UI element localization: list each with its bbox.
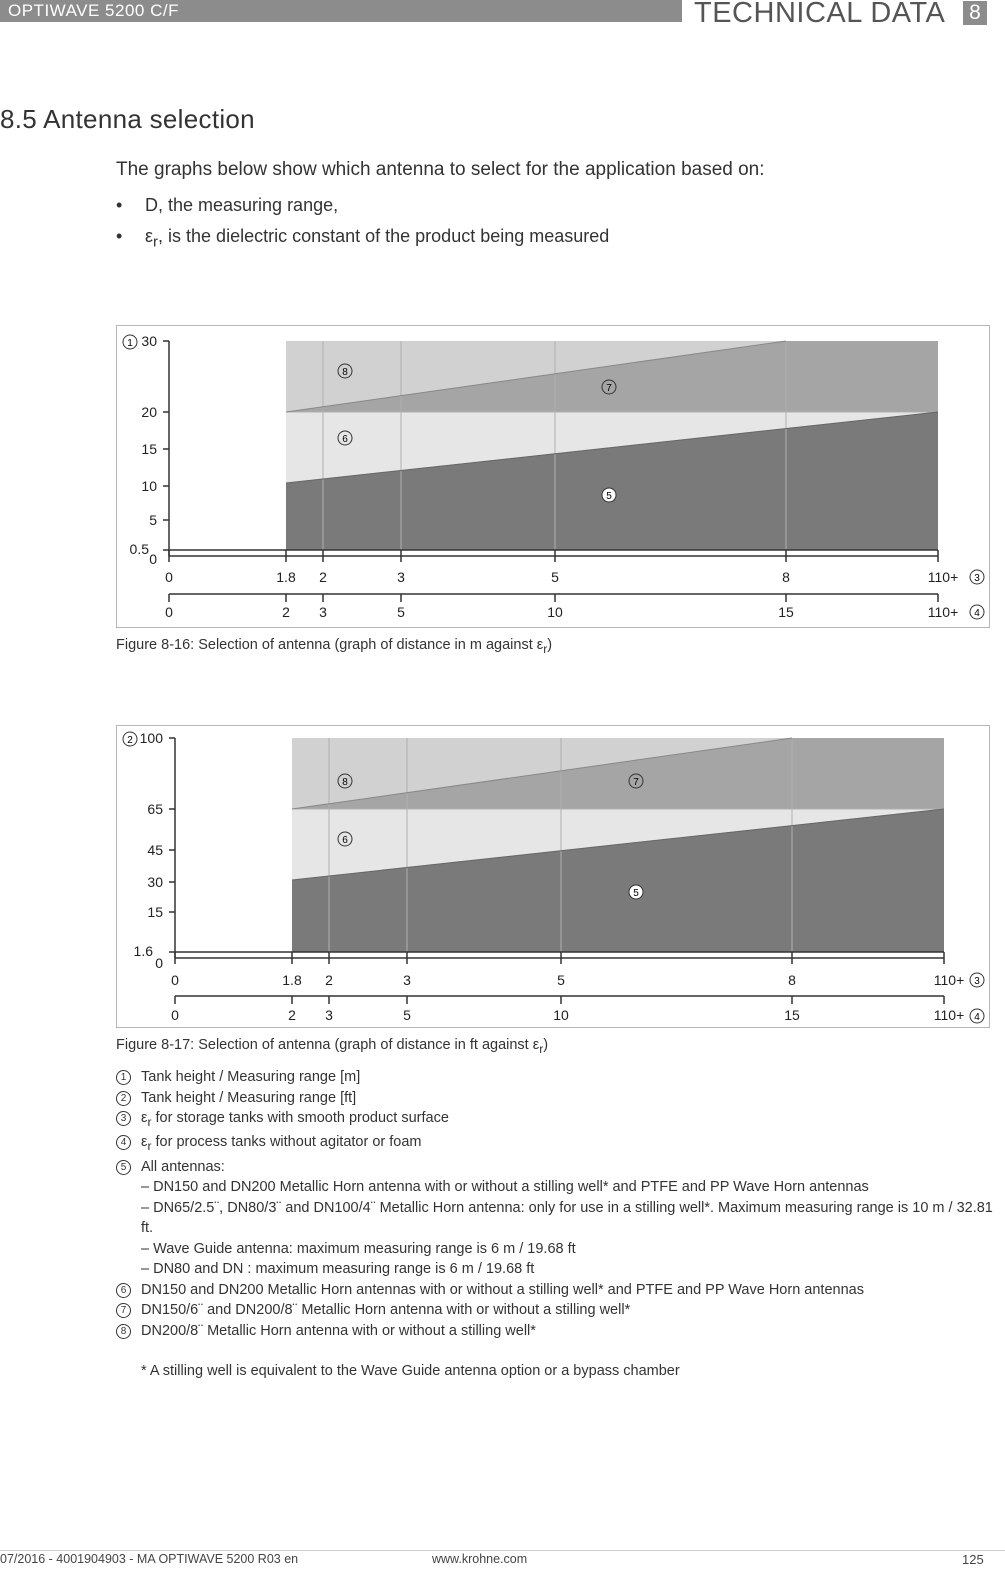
footnote: * A stilling well is equivalent to the Wave Guide antenna option or a bypass chamber xyxy=(141,1363,680,1380)
x-axis-storage xyxy=(175,952,944,964)
x-tick-label: 3 xyxy=(403,972,411,988)
epsilon-subscript: r xyxy=(153,233,159,251)
legend-text: for process tanks without agitator or foam xyxy=(151,1134,422,1151)
legend-text: for storage tanks with smooth product surface xyxy=(151,1110,449,1126)
x-tick-label: 0 xyxy=(171,972,179,988)
region-7-label: 7 xyxy=(606,383,612,394)
x-tick-label: 2 xyxy=(282,604,290,620)
x-tick-label: 10 xyxy=(547,604,563,620)
x-tick-label: 110+ xyxy=(927,569,959,585)
epsilon-symbol: ε xyxy=(536,637,544,653)
epsilon-symbol: ε xyxy=(141,1110,148,1126)
y-tick-label: 100 xyxy=(139,730,163,746)
section-title: 8.5 Antenna selection xyxy=(0,104,255,134)
legend-item xyxy=(116,1132,996,1156)
x-axis-process xyxy=(175,996,944,1004)
x-tick-label: 0 xyxy=(165,569,173,585)
legend-item xyxy=(116,1280,996,1301)
legend-item xyxy=(116,1300,996,1321)
antenna-chart-metric xyxy=(116,325,990,628)
y-tick-label: 0 xyxy=(155,955,163,971)
y-tick-label: 0 xyxy=(149,551,157,567)
x-tick-label: 3 xyxy=(325,1007,333,1023)
legend-detail: – DN65/2.5¨, DN80/3¨ and DN100/4¨ Metallic Horn antenna: only for use in a stilling well*. Maximum measuring range is 10 m / 32.81 ft. xyxy=(141,1199,993,1237)
x-tick-label: 5 xyxy=(557,972,565,988)
footer-website-link[interactable]: www.krohne.com xyxy=(432,1552,528,1566)
x-tick-label: 15 xyxy=(778,604,794,620)
y-axis xyxy=(169,738,175,958)
x-tick-label: 10 xyxy=(553,1007,569,1023)
y-tick-label: 45 xyxy=(147,842,163,858)
caption-text-end: ) xyxy=(543,1037,549,1053)
bullet-dielectric xyxy=(116,226,609,251)
y-tick-label: 30 xyxy=(141,333,157,349)
region-6-label: 6 xyxy=(342,835,348,846)
legend-text: Tank height / Measuring range [ft] xyxy=(141,1089,357,1106)
marker-3-label: 3 xyxy=(974,976,980,987)
caption-text-end: ) xyxy=(547,637,553,653)
y-tick-label: 1.6 xyxy=(133,943,153,959)
marker-3-label: 3 xyxy=(974,573,980,584)
figure-legend xyxy=(116,1067,996,1382)
legend-text: Tank height / Measuring range [m] xyxy=(141,1069,361,1085)
legend-text: DN150 and DN200 Metallic Horn antennas with or without a stilling well* and PTFE and PP Wave Horn antennas xyxy=(141,1281,864,1298)
x-tick-label: 15 xyxy=(784,1007,800,1023)
epsilon-subscript: r xyxy=(147,1114,152,1129)
legend-item xyxy=(116,1108,996,1132)
bullet-marker: • xyxy=(116,195,123,215)
header-chapter-number: 8 xyxy=(963,1,987,25)
legend-detail: – DN150 and DN200 Metallic Horn antenna with or without a stilling well* and PTFE and PP Wave Horn antennas xyxy=(141,1179,869,1196)
marker-4-label: 4 xyxy=(974,1012,980,1023)
y-tick-label: 65 xyxy=(147,801,163,817)
legend-item xyxy=(116,1157,996,1178)
legend-number: 3 xyxy=(116,1111,131,1126)
x-axis-storage xyxy=(169,550,938,562)
x-axis-process xyxy=(169,594,938,602)
legend-item xyxy=(116,1321,996,1342)
region-8-label: 8 xyxy=(342,367,348,378)
footer-document-id: 07/2016 - 4001904903 - MA OPTIWAVE 5200 R03 en xyxy=(0,1552,299,1566)
x-tick-label: 8 xyxy=(788,972,796,988)
y-tick-label: 0.5 xyxy=(129,541,149,557)
bullet-marker: • xyxy=(116,226,123,246)
y-tick-label: 20 xyxy=(141,404,157,420)
intro-text: The graphs below show which antenna to select for the application based on: xyxy=(116,159,765,180)
legend-text: DN200/8¨ Metallic Horn antenna with or without a stilling well* xyxy=(141,1322,536,1339)
legend-number: 7 xyxy=(116,1303,131,1318)
epsilon-subscript: r xyxy=(147,1139,152,1154)
region-5-label: 5 xyxy=(633,888,639,899)
epsilon-symbol: ε xyxy=(145,226,154,246)
antenna-chart-imperial-svg xyxy=(117,726,991,1029)
y-tick-label: 15 xyxy=(147,904,163,920)
bullet-text: D, the measuring range, xyxy=(145,195,339,215)
marker-1-label: 1 xyxy=(127,338,133,349)
legend-text: All antennas: xyxy=(141,1158,225,1175)
x-tick-label: 1.8 xyxy=(282,972,302,988)
antenna-chart-metric-svg xyxy=(117,326,991,629)
figure-caption-metric xyxy=(116,637,552,656)
x-tick-label: 110+ xyxy=(933,1007,965,1023)
legend-item xyxy=(116,1088,996,1109)
y-tick-label: 15 xyxy=(141,441,157,457)
marker-4-label: 4 xyxy=(974,608,980,619)
antenna-chart-imperial xyxy=(116,725,990,1028)
x-tick-label: 2 xyxy=(319,569,327,585)
footer-divider xyxy=(0,1550,1005,1551)
bullet-text: , is the dielectric constant of the product being measured xyxy=(158,226,610,246)
legend-number: 2 xyxy=(116,1091,131,1106)
region-6-label: 6 xyxy=(342,434,348,445)
region-8-label: 8 xyxy=(342,777,348,788)
legend-number: 6 xyxy=(116,1283,131,1298)
y-axis xyxy=(163,341,169,556)
epsilon-symbol: ε xyxy=(532,1037,540,1053)
header-product-name: OPTIWAVE 5200 C/F xyxy=(8,1,179,20)
epsilon-subscript: r xyxy=(539,1041,544,1056)
x-tick-label: 3 xyxy=(397,569,405,585)
legend-item xyxy=(116,1067,996,1088)
legend-detail: – Wave Guide antenna: maximum measuring range is 6 m / 19.68 ft xyxy=(141,1240,576,1257)
x-tick-label: 5 xyxy=(397,604,405,620)
caption-text: Figure 8-16: Selection of antenna (graph of distance in m against xyxy=(116,637,537,653)
x-tick-label: 110+ xyxy=(933,972,965,988)
epsilon-subscript: r xyxy=(543,641,548,656)
x-tick-label: 1.8 xyxy=(276,569,296,585)
figure-caption-imperial xyxy=(116,1037,548,1056)
y-tick-label: 5 xyxy=(149,512,157,528)
caption-text: Figure 8-17: Selection of antenna (graph of distance in ft against xyxy=(116,1037,533,1053)
x-tick-label: 3 xyxy=(319,604,327,620)
x-tick-label: 2 xyxy=(288,1007,296,1023)
x-tick-label: 0 xyxy=(165,604,173,620)
legend-number: 4 xyxy=(116,1135,131,1150)
legend-text: DN150/6¨ and DN200/8¨ Metallic Horn antenna with or without a stilling well* xyxy=(141,1302,631,1319)
legend-detail: – DN80 and DN : maximum measuring range is 6 m / 19.68 ft xyxy=(141,1261,535,1278)
legend-number: 8 xyxy=(116,1324,131,1339)
legend-number: 1 xyxy=(116,1070,131,1085)
epsilon-symbol: ε xyxy=(141,1134,148,1151)
marker-2-label: 2 xyxy=(127,735,133,746)
y-tick-label: 30 xyxy=(147,874,163,890)
x-tick-label: 2 xyxy=(325,972,333,988)
x-tick-label: 5 xyxy=(403,1007,411,1023)
region-5-label: 5 xyxy=(606,491,612,502)
bullet-measuring-range xyxy=(116,195,338,216)
x-tick-label: 0 xyxy=(171,1007,179,1023)
x-tick-label: 8 xyxy=(782,569,790,585)
footer-page-number: 125 xyxy=(962,1552,984,1567)
region-7-label: 7 xyxy=(633,777,639,788)
legend-number: 5 xyxy=(116,1160,131,1175)
x-tick-label: 5 xyxy=(551,569,559,585)
x-tick-label: 110+ xyxy=(927,604,959,620)
header-section-title: TECHNICAL DATA xyxy=(694,0,946,29)
y-tick-label: 10 xyxy=(141,478,157,494)
